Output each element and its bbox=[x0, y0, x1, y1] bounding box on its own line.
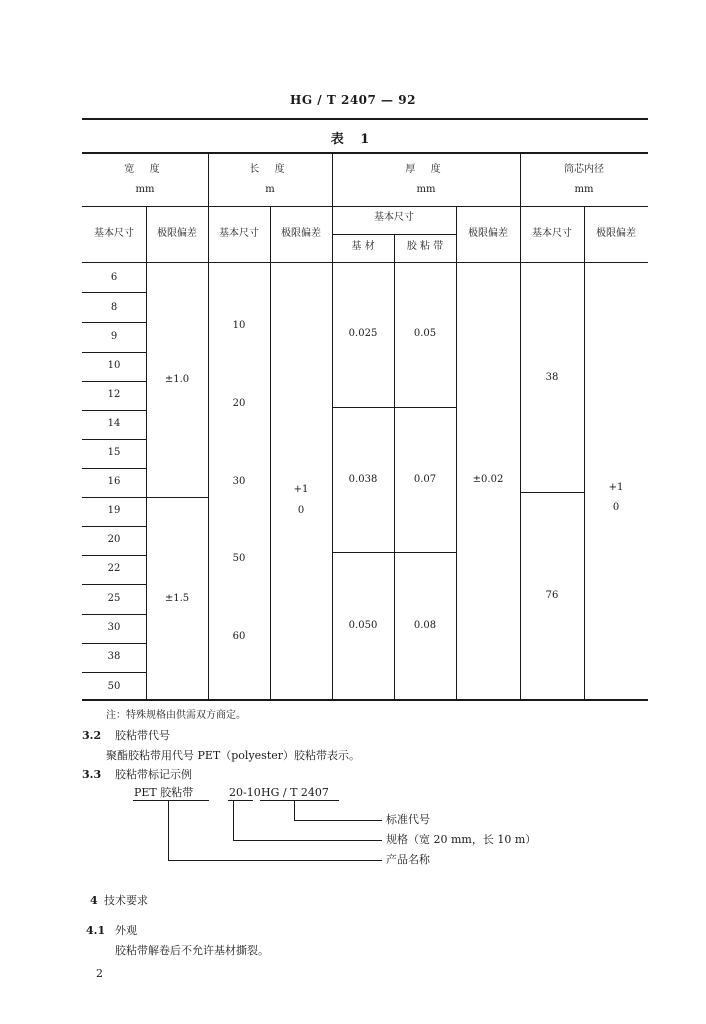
col-line bbox=[146, 206, 147, 700]
substrate-cell: 0.050 bbox=[348, 620, 378, 631]
core-header: 筒芯内径 bbox=[564, 164, 604, 175]
width-cell: 8 bbox=[110, 302, 118, 313]
row-line bbox=[82, 352, 146, 353]
leader-line bbox=[294, 801, 295, 820]
substrate-header: 基 材 bbox=[351, 241, 375, 252]
width-cell: 10 bbox=[107, 360, 121, 371]
row-line bbox=[82, 497, 146, 498]
length-cell: 10 bbox=[232, 320, 246, 331]
marking-standard: HG / T 2407 bbox=[261, 786, 329, 799]
width-cell: 20 bbox=[107, 534, 121, 545]
section-3-2-number: 3.2 bbox=[82, 729, 102, 742]
row-line bbox=[82, 439, 146, 440]
leader-line bbox=[168, 801, 169, 860]
core-tolerance-header: 极限偏差 bbox=[596, 228, 636, 239]
length-cell: 30 bbox=[232, 476, 246, 487]
section-3-3-title: 胶粘带标记示例 bbox=[115, 768, 192, 781]
width-cell: 16 bbox=[107, 476, 121, 487]
page-number: 2 bbox=[96, 967, 103, 980]
length-cell: 60 bbox=[232, 631, 246, 642]
row-line bbox=[82, 614, 146, 615]
row-line bbox=[82, 468, 146, 469]
header-rule bbox=[82, 118, 648, 120]
width-tolerance-cell: ±1.0 bbox=[164, 374, 190, 385]
leader-line bbox=[294, 820, 382, 821]
length-tolerance-header: 极限偏差 bbox=[281, 228, 321, 239]
tape-cell: 0.08 bbox=[413, 620, 437, 631]
tolerance-group-divider bbox=[146, 497, 208, 498]
section-4-1-body: 胶粘带解卷后不允许基材撕裂。 bbox=[115, 944, 269, 957]
core-unit: mm bbox=[574, 184, 594, 195]
width-basic-size-header: 基本尺寸 bbox=[94, 228, 134, 239]
col-line bbox=[332, 153, 333, 700]
section-4-number: 4 bbox=[90, 894, 98, 907]
leader-line bbox=[168, 860, 382, 861]
width-cell: 9 bbox=[110, 331, 118, 342]
width-cell: 15 bbox=[107, 447, 121, 458]
row-line bbox=[82, 672, 146, 673]
core-size-cell: 76 bbox=[545, 590, 559, 601]
row-line bbox=[82, 526, 146, 527]
label-spec: 规格（宽 20 mm，长 10 m） bbox=[386, 833, 537, 846]
width-cell: 30 bbox=[107, 622, 121, 633]
section-3-2-body: 聚酯胶粘带用代号 PET（polyester）胶粘带表示。 bbox=[106, 749, 361, 762]
core-basic-size-header: 基本尺寸 bbox=[532, 228, 572, 239]
width-cell: 19 bbox=[107, 505, 121, 516]
row-line bbox=[82, 292, 146, 293]
thickness-basic-size-header: 基本尺寸 bbox=[374, 212, 414, 223]
section-3-3-number: 3.3 bbox=[82, 768, 102, 781]
header-divider bbox=[82, 206, 648, 207]
row-line bbox=[82, 381, 146, 382]
tape-cell: 0.05 bbox=[413, 328, 437, 339]
thickness-header: 厚 度 bbox=[405, 164, 447, 175]
row-line bbox=[82, 410, 146, 411]
width-tolerance-cell: ±1.5 bbox=[164, 593, 190, 604]
core-group-divider bbox=[520, 492, 584, 493]
underline bbox=[260, 800, 339, 801]
width-cell: 38 bbox=[107, 651, 121, 662]
width-cell: 50 bbox=[107, 681, 121, 692]
table-bottom-rule bbox=[82, 699, 648, 701]
length-tolerance-upper: +1 bbox=[293, 484, 309, 495]
section-4-1-title: 外观 bbox=[115, 924, 137, 937]
substrate-cell: 0.025 bbox=[348, 328, 378, 339]
width-header: 宽 度 bbox=[124, 164, 166, 175]
thickness-tolerance-cell: ±0.02 bbox=[472, 474, 504, 485]
width-cell: 25 bbox=[107, 593, 121, 604]
width-cell: 12 bbox=[107, 389, 121, 400]
section-3-2-title: 胶粘带代号 bbox=[115, 729, 170, 742]
length-tolerance-lower: 0 bbox=[297, 505, 305, 516]
length-cell: 50 bbox=[232, 553, 246, 564]
length-basic-size-header: 基本尺寸 bbox=[219, 228, 259, 239]
row-line bbox=[82, 322, 146, 323]
underline bbox=[228, 800, 253, 801]
thickness-unit: mm bbox=[416, 184, 436, 195]
table-top-rule bbox=[82, 152, 648, 154]
width-cell: 14 bbox=[107, 418, 121, 429]
core-tolerance-upper: +1 bbox=[608, 482, 624, 493]
width-unit: mm bbox=[135, 184, 155, 195]
header-bottom-rule bbox=[82, 262, 648, 263]
tape-cell: 0.07 bbox=[413, 474, 437, 485]
marking-product-name: PET 胶粘带 bbox=[134, 786, 194, 799]
leader-line bbox=[233, 840, 382, 841]
label-standard-code: 标准代号 bbox=[386, 813, 430, 826]
length-header: 长 度 bbox=[249, 164, 291, 175]
col-line bbox=[270, 206, 271, 700]
core-size-cell: 38 bbox=[545, 372, 559, 383]
leader-line bbox=[233, 801, 234, 840]
row-line bbox=[82, 643, 146, 644]
section-4-title: 技术要求 bbox=[104, 894, 148, 907]
width-tolerance-header: 极限偏差 bbox=[157, 228, 197, 239]
underline bbox=[133, 800, 209, 801]
substrate-cell: 0.038 bbox=[348, 474, 378, 485]
thickness-tolerance-header: 极限偏差 bbox=[468, 228, 508, 239]
table-title: 表 1 bbox=[330, 132, 376, 147]
length-unit: m bbox=[265, 184, 275, 195]
row-line bbox=[82, 584, 146, 585]
col-line bbox=[584, 206, 585, 700]
width-cell: 22 bbox=[107, 563, 121, 574]
marking-spec: 20-10 bbox=[229, 786, 261, 799]
section-4-1-number: 4.1 bbox=[86, 924, 106, 937]
col-line bbox=[456, 206, 457, 700]
tape-header: 胶 粘 带 bbox=[406, 241, 444, 252]
standard-code-header: HG / T 2407 — 92 bbox=[290, 93, 416, 107]
label-product-name: 产品名称 bbox=[386, 853, 430, 866]
width-cell: 6 bbox=[110, 272, 118, 283]
row-line bbox=[82, 555, 146, 556]
table-note: 注：特殊规格由供需双方商定。 bbox=[106, 710, 246, 721]
core-tolerance-lower: 0 bbox=[612, 502, 620, 513]
length-cell: 20 bbox=[232, 398, 246, 409]
